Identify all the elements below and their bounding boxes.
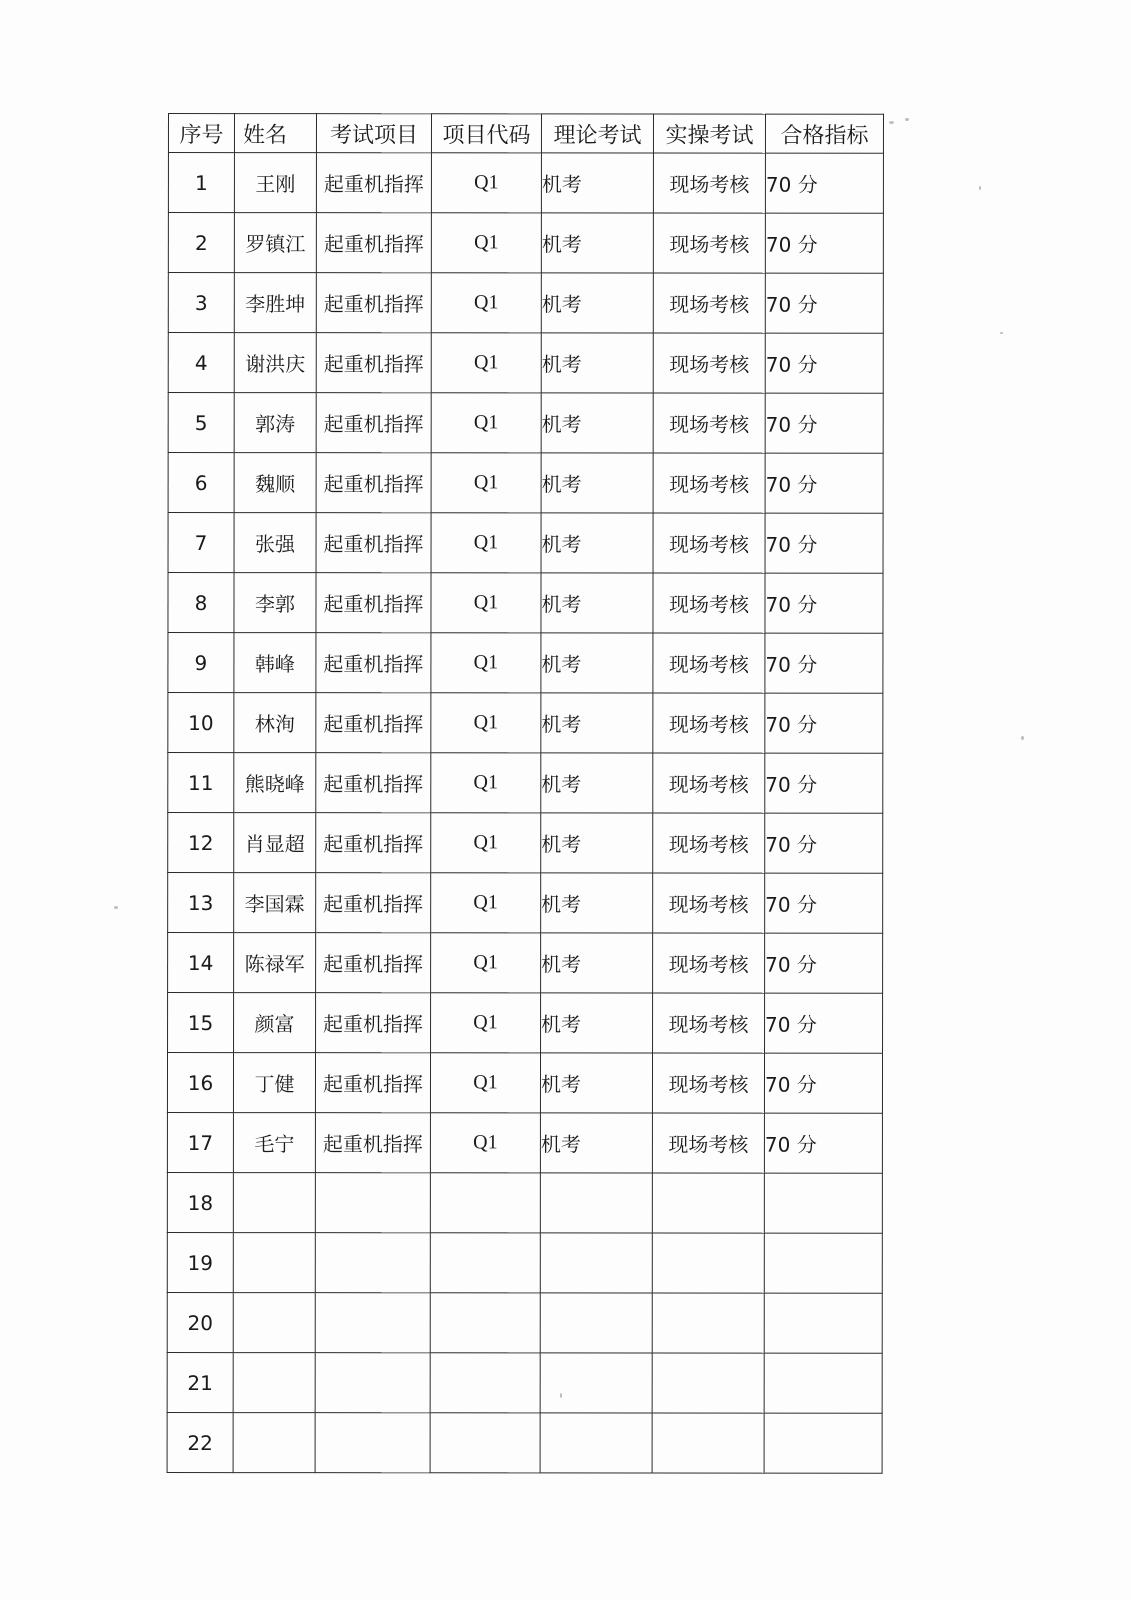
cell-theory-exam: 机考 — [541, 873, 653, 933]
table-row — [168, 693, 883, 754]
cell-practical-exam: 现场考核 — [653, 693, 765, 753]
cell-practical-exam: 现场考核 — [653, 453, 765, 513]
scan-speck — [1021, 736, 1024, 740]
cell-theory-exam: 机考 — [541, 993, 653, 1053]
table-row — [168, 393, 883, 454]
cell-theory-exam: 机考 — [541, 153, 653, 213]
cell-name: 李胜坤 — [234, 273, 316, 333]
cell-index: 22 — [167, 1412, 233, 1472]
cell-index: 10 — [168, 693, 234, 753]
cell-index: 6 — [168, 453, 234, 513]
cell-practical-exam — [652, 1293, 764, 1353]
cell-practical-exam: 现场考核 — [653, 393, 765, 453]
cell-name: 丁健 — [233, 1053, 315, 1113]
cell-pass-standard — [764, 1353, 882, 1413]
cell-name: 李郭 — [234, 573, 316, 633]
cell-practical-exam: 现场考核 — [653, 633, 765, 693]
cell-pass-standard: 70 分 — [765, 573, 883, 633]
table-row — [168, 213, 883, 274]
cell-name: 张强 — [234, 513, 316, 573]
cell-practical-exam — [652, 1353, 764, 1413]
cell-item-code: Q1 — [431, 813, 541, 873]
cell-name: 罗镇江 — [234, 213, 316, 273]
scan-speck — [889, 121, 894, 124]
cell-theory-exam — [540, 1413, 652, 1473]
cell-exam-item — [315, 1173, 430, 1233]
table-row — [167, 1232, 882, 1293]
cell-pass-standard: 70 分 — [765, 513, 883, 573]
table-row — [167, 1053, 882, 1114]
cell-name: 颜富 — [234, 993, 316, 1053]
cell-pass-standard: 70 分 — [765, 693, 883, 753]
cell-practical-exam: 现场考核 — [653, 153, 765, 213]
cell-name: 魏顺 — [234, 453, 316, 513]
cell-theory-exam: 机考 — [540, 1053, 652, 1113]
cell-theory-exam: 机考 — [541, 513, 653, 573]
cell-index: 15 — [168, 993, 234, 1053]
table-row — [168, 753, 883, 814]
header-name: 姓名 — [234, 114, 316, 153]
cell-name — [233, 1413, 315, 1473]
cell-theory-exam — [540, 1233, 652, 1293]
cell-index: 9 — [168, 633, 234, 693]
cell-practical-exam: 现场考核 — [653, 753, 765, 813]
cell-item-code: Q1 — [431, 393, 541, 453]
cell-exam-item — [315, 1413, 430, 1473]
cell-exam-item: 起重机指挥 — [316, 273, 431, 333]
cell-name — [233, 1233, 315, 1293]
cell-name: 郭涛 — [234, 393, 316, 453]
cell-pass-standard: 70 分 — [765, 213, 883, 273]
cell-theory-exam: 机考 — [541, 933, 653, 993]
cell-pass-standard: 70 分 — [765, 813, 883, 873]
cell-pass-standard: 70 分 — [765, 633, 883, 693]
exam-roster-table — [167, 113, 884, 1474]
cell-index: 11 — [168, 753, 234, 813]
cell-name: 毛宁 — [233, 1113, 315, 1173]
cell-pass-standard: 70 分 — [765, 393, 883, 453]
cell-name: 王刚 — [234, 153, 316, 213]
cell-name — [233, 1353, 315, 1413]
cell-pass-standard: 70 分 — [765, 453, 883, 513]
cell-item-code: Q1 — [431, 753, 541, 813]
cell-practical-exam: 现场考核 — [652, 1053, 764, 1113]
cell-exam-item: 起重机指挥 — [316, 573, 431, 633]
cell-item-code: Q1 — [431, 333, 541, 393]
cell-name: 陈禄军 — [234, 933, 316, 993]
cell-name: 肖显超 — [234, 813, 316, 873]
cell-theory-exam: 机考 — [541, 573, 653, 633]
cell-item-code: Q1 — [431, 633, 541, 693]
cell-exam-item: 起重机指挥 — [316, 333, 431, 393]
cell-item-code: Q1 — [431, 153, 541, 213]
cell-pass-standard: 70 分 — [765, 753, 883, 813]
cell-name: 李国霖 — [234, 873, 316, 933]
cell-item-code: Q1 — [431, 573, 541, 633]
cell-theory-exam: 机考 — [541, 273, 653, 333]
cell-index: 14 — [168, 933, 234, 993]
cell-exam-item — [315, 1233, 430, 1293]
cell-item-code — [430, 1353, 540, 1413]
cell-index: 2 — [168, 213, 234, 273]
cell-name: 谢洪庆 — [234, 333, 316, 393]
table-row — [168, 153, 883, 214]
scan-speck — [114, 906, 118, 909]
header-index: 序号 — [168, 114, 234, 153]
cell-pass-standard: 70 分 — [765, 873, 883, 933]
cell-theory-exam: 机考 — [541, 393, 653, 453]
cell-index: 1 — [168, 153, 234, 213]
table-row — [168, 273, 883, 334]
cell-name: 韩峰 — [234, 633, 316, 693]
cell-theory-exam: 机考 — [541, 453, 653, 513]
cell-item-code — [430, 1233, 540, 1293]
header-item-code: 项目代码 — [431, 114, 541, 153]
table-body — [167, 153, 883, 1474]
cell-theory-exam — [540, 1173, 652, 1233]
cell-item-code — [430, 1173, 540, 1233]
cell-exam-item: 起重机指挥 — [316, 693, 431, 753]
cell-item-code: Q1 — [431, 453, 541, 513]
cell-theory-exam: 机考 — [541, 753, 653, 813]
cell-exam-item: 起重机指挥 — [315, 1113, 430, 1173]
cell-exam-item: 起重机指挥 — [316, 633, 431, 693]
cell-practical-exam: 现场考核 — [653, 873, 765, 933]
cell-exam-item: 起重机指挥 — [316, 453, 431, 513]
cell-practical-exam — [652, 1173, 764, 1233]
table-row — [168, 873, 883, 934]
cell-pass-standard — [764, 1233, 882, 1293]
header-row — [168, 114, 883, 154]
cell-theory-exam: 机考 — [541, 633, 653, 693]
cell-index: 13 — [168, 873, 234, 933]
cell-exam-item — [315, 1353, 430, 1413]
cell-exam-item: 起重机指挥 — [316, 993, 431, 1053]
cell-practical-exam: 现场考核 — [653, 513, 765, 573]
cell-item-code: Q1 — [431, 933, 541, 993]
cell-exam-item: 起重机指挥 — [316, 153, 431, 213]
cell-item-code: Q1 — [431, 213, 541, 273]
cell-index: 5 — [168, 393, 234, 453]
cell-index: 17 — [167, 1113, 233, 1173]
table-row — [167, 1352, 882, 1413]
cell-index: 4 — [168, 333, 234, 393]
cell-practical-exam — [652, 1233, 764, 1293]
cell-pass-standard: 70 分 — [765, 993, 883, 1053]
table-row — [167, 1292, 882, 1353]
cell-practical-exam: 现场考核 — [653, 933, 765, 993]
scan-speck — [905, 118, 909, 121]
table-row — [168, 633, 883, 694]
cell-practical-exam — [652, 1413, 764, 1473]
cell-theory-exam: 机考 — [541, 813, 653, 873]
cell-name — [233, 1293, 315, 1353]
cell-item-code: Q1 — [431, 873, 541, 933]
header-exam-item: 考试项目 — [316, 114, 431, 153]
cell-item-code: Q1 — [430, 1113, 540, 1173]
table-row — [168, 333, 883, 394]
cell-index: 12 — [168, 813, 234, 873]
cell-exam-item: 起重机指挥 — [316, 873, 431, 933]
cell-pass-standard: 70 分 — [765, 333, 883, 393]
cell-theory-exam: 机考 — [541, 333, 653, 393]
cell-index: 18 — [167, 1173, 233, 1233]
cell-item-code: Q1 — [431, 993, 541, 1053]
cell-exam-item: 起重机指挥 — [316, 513, 431, 573]
cell-theory-exam: 机考 — [541, 213, 653, 273]
cell-practical-exam: 现场考核 — [653, 333, 765, 393]
cell-exam-item — [315, 1293, 430, 1353]
table-row — [167, 1173, 882, 1234]
cell-name: 熊晓峰 — [234, 753, 316, 813]
header-pass-standard: 合格指标 — [765, 114, 883, 153]
cell-index: 16 — [167, 1053, 233, 1113]
table-header — [168, 114, 883, 154]
cell-exam-item: 起重机指挥 — [316, 933, 431, 993]
cell-theory-exam: 机考 — [540, 1113, 652, 1173]
cell-item-code — [430, 1293, 540, 1353]
cell-pass-standard — [764, 1413, 882, 1473]
cell-exam-item: 起重机指挥 — [316, 813, 431, 873]
header-practical-exam: 实操考试 — [653, 114, 765, 153]
cell-item-code — [430, 1413, 540, 1473]
cell-pass-standard — [764, 1173, 882, 1233]
cell-index: 8 — [168, 573, 234, 633]
table-row — [168, 813, 883, 874]
cell-exam-item: 起重机指挥 — [316, 213, 431, 273]
table-row — [168, 573, 883, 634]
cell-theory-exam: 机考 — [541, 693, 653, 753]
cell-item-code: Q1 — [431, 513, 541, 573]
cell-index: 3 — [168, 273, 234, 333]
cell-practical-exam: 现场考核 — [653, 573, 765, 633]
cell-name: 林洵 — [234, 693, 316, 753]
table-row — [168, 933, 883, 994]
cell-theory-exam — [540, 1293, 652, 1353]
cell-exam-item: 起重机指挥 — [316, 393, 431, 453]
table-row — [167, 1412, 882, 1473]
cell-practical-exam: 现场考核 — [653, 813, 765, 873]
scan-speck — [560, 1393, 562, 1398]
cell-index: 7 — [168, 513, 234, 573]
cell-practical-exam: 现场考核 — [653, 213, 765, 273]
cell-item-code: Q1 — [430, 1053, 540, 1113]
table-row — [168, 453, 883, 514]
cell-theory-exam — [540, 1353, 652, 1413]
cell-item-code: Q1 — [431, 273, 541, 333]
cell-practical-exam: 现场考核 — [653, 273, 765, 333]
cell-index: 20 — [167, 1292, 233, 1352]
cell-index: 21 — [167, 1352, 233, 1412]
cell-pass-standard: 70 分 — [764, 1053, 882, 1113]
scan-speck — [979, 186, 981, 190]
header-theory-exam: 理论考试 — [541, 114, 653, 153]
cell-pass-standard — [764, 1293, 882, 1353]
scan-speck — [1000, 332, 1003, 334]
cell-item-code: Q1 — [431, 693, 541, 753]
cell-exam-item: 起重机指挥 — [315, 1053, 430, 1113]
cell-index: 19 — [167, 1232, 233, 1292]
table-row — [168, 513, 883, 574]
cell-pass-standard: 70 分 — [765, 153, 883, 213]
cell-name — [233, 1173, 315, 1233]
table-row — [168, 993, 883, 1054]
cell-practical-exam: 现场考核 — [653, 993, 765, 1053]
table-row — [167, 1113, 882, 1174]
cell-exam-item: 起重机指挥 — [316, 753, 431, 813]
cell-pass-standard: 70 分 — [764, 1113, 882, 1173]
cell-pass-standard: 70 分 — [765, 273, 883, 333]
cell-pass-standard: 70 分 — [765, 933, 883, 993]
cell-practical-exam: 现场考核 — [652, 1113, 764, 1173]
